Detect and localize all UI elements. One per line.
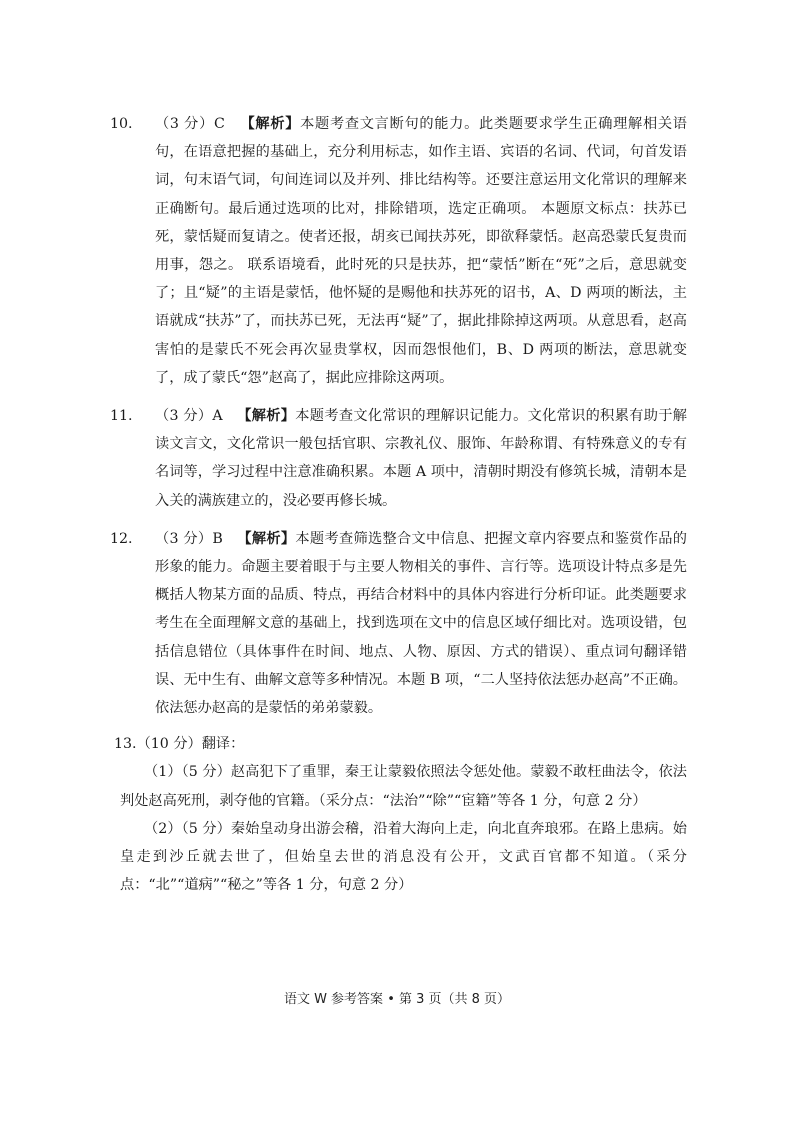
translation-1: （1）（5 分）赵高犯下了重罪，秦王让蒙毅依照法令惩处他。蒙毅不敢枉曲法令，依法判处赵高死刑，剥夺他的官籍。（采分点：“法治”“除”“宦籍”等各 1 分，句意 2 分）: [120, 764, 687, 809]
item-score: （3 分）A: [155, 408, 223, 425]
answer-item-10: [112, 110, 687, 392]
item-13-heading: 13.（10 分）翻译：: [114, 736, 245, 753]
item-number: 12.: [110, 530, 133, 547]
item-body: [112, 110, 687, 392]
item-score: （3 分）C: [155, 116, 225, 132]
item-text: 本题考查筛选整合文中信息、把握文章内容要点和鉴赏作品的形象的能力。命题主要着眼于与主要人物相关的事件、言行等。选项设计特点多是先概括人物某方面的品质、特点，再结合材料中的具体内容进行分析印证。此类题要求考生在全面理解文意的基础上，找到选项在文中的信息区域仔细比对。选项设错，包括信息错位（具体事件在时间、地点、人物、原因、方式的错误）、重点词句翻译错误、无中生有、曲解文意等多种情况。本题 B 项，“二人坚持依法惩办赵高”不正确。依法惩办赵高的是蒙恬的弟弟蒙毅。: [155, 530, 687, 717]
analysis-tag: 【解析】: [240, 116, 301, 132]
answer-content: [112, 110, 687, 899]
item-number: 10.: [110, 116, 133, 132]
item-number: 11.: [110, 408, 133, 425]
item-text: 本题考查文言断句的能力。此类题要求学生正确理解相关语句，在语意把握的基础上，充分利用标志，如作主语、宾语的名词、代词，句首发语词，句末语气词，句间连词以及并列、排比结构等。还要注意运用文化常识的理解来正确断句。最后通过选项的比对，排除错项，选定正确项。 本题原文标点：扶苏已死，蒙恬疑而复请之。使者还报，胡亥已闻扶苏死，即欲释蒙恬。赵高恐蒙氏复贵而用事，怨之。 联系语境看，此时死的只是扶苏，把“蒙恬”断在“死”之后，意思就变了；且“疑”的主语是蒙恬，他怀疑的是赐他和扶苏死的诏书，A、D 两项的断法，主语就成“扶苏”了，而扶苏已死，无法再“疑”了，据此排除掉这两项。从意思看，赵高害怕的是蒙氏不死会再次显贵掌权，因而怨恨他们，B、D 两项的断法，意思就变了，成了蒙氏“怨”赵高了，据此应排除这两项。: [155, 116, 687, 386]
item-text: 本题考查文化常识的理解识记能力。文化常识的积累有助于解读文言文，文化常识一般包括官职、宗教礼仪、服饰、年龄称谓、有特殊意义的专有名词等，学习过程中注意准确积累。本题 A 项中，清朝时期没有修筑长城，清朝本是入关的满族建立的，没必要再修长城。: [155, 408, 687, 509]
analysis-tag: 【解析】: [237, 408, 296, 425]
answer-item-12: [112, 525, 687, 722]
page-footer: 语文 W 参考答案 • 第 3 页（共 8 页）: [283, 992, 511, 1007]
answer-item-11: [112, 402, 687, 515]
analysis-tag: 【解析】: [237, 530, 296, 547]
answer-item-13: [112, 730, 687, 899]
item-score: （3 分）B: [155, 530, 223, 547]
item-body: [112, 402, 687, 515]
item-body: [112, 525, 687, 722]
translation-2: （2）（5 分）秦始皇动身出游会稽，沿着大海向上走，向北直奔琅邪。在路上患病。始皇走到沙丘就去世了，但始皇去世的消息没有公开，文武百官都不知道。（采分点：“北”“道病”“秘之”等各 1 分，句意 2 分）: [120, 820, 687, 894]
